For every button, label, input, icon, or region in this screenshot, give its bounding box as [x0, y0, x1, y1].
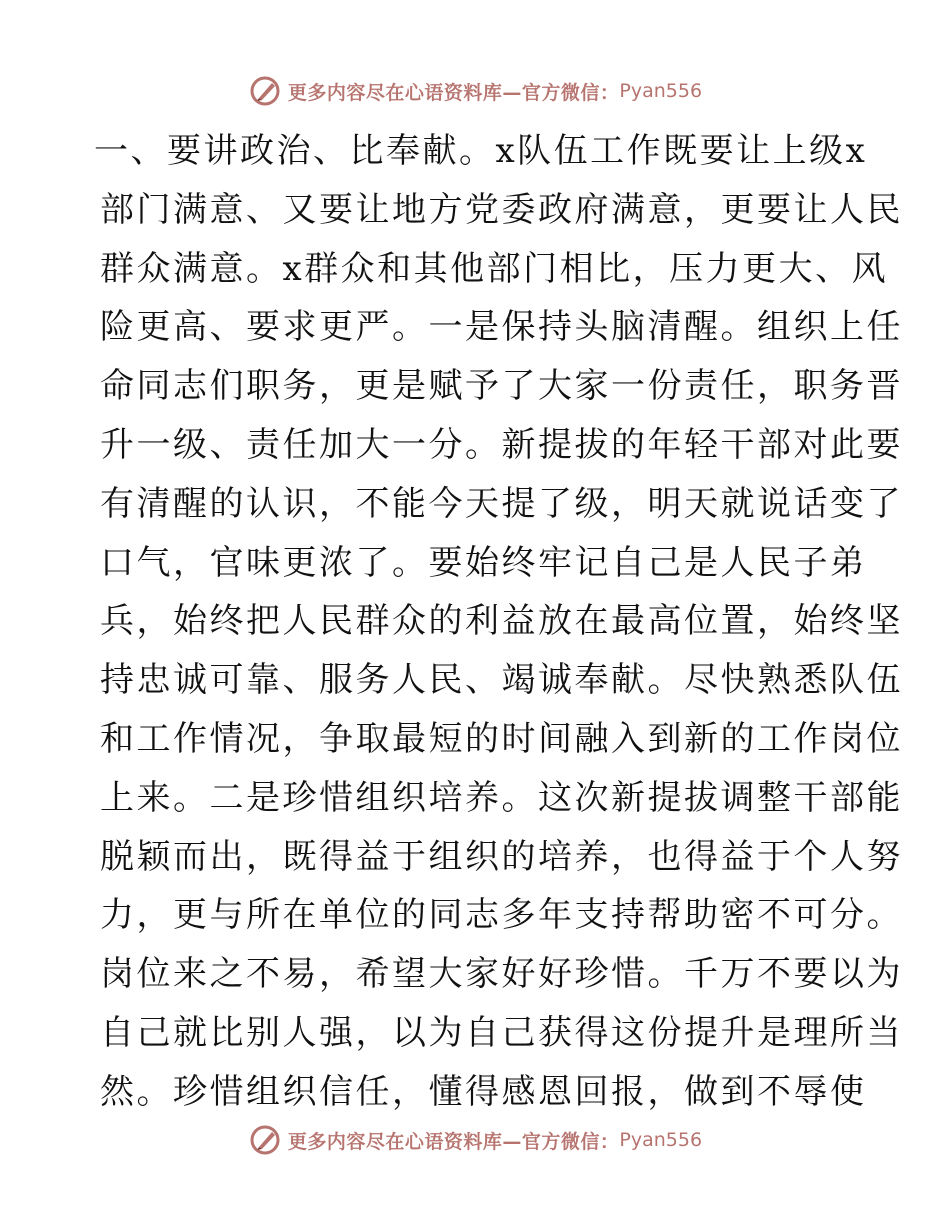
watermark-handle: Pyan556	[619, 1129, 703, 1151]
document-body	[94, 122, 903, 1122]
body-line: 群众满意。x群众和其他部门相比，压力更大、风	[100, 248, 889, 289]
body-line: 然。珍惜组织信任，懂得感恩回报，做到不辱使	[100, 1071, 867, 1112]
pen-logo-icon	[248, 1123, 282, 1157]
body-line: 升一级、责任加大一分。新提拔的年轻干部对此要	[100, 424, 903, 465]
watermark-handle: Pyan556	[619, 80, 703, 102]
body-line: 上来。二是珍惜组织培养。这次新提拔调整干部能	[100, 777, 903, 818]
body-line: 口气，官味更浓了。要始终牢记自己是人民子弟	[100, 542, 867, 583]
body-line: 部门满意、又要让地方党委政府满意，更要让人民	[100, 189, 903, 230]
footer-watermark	[0, 1120, 950, 1160]
pen-logo-icon	[248, 74, 282, 108]
body-line: 力，更与所在单位的同志多年支持帮助密不可分。	[100, 895, 903, 936]
watermark-text: 更多内容尽在心语资料库—官方微信：	[287, 81, 620, 104]
body-line: 险更高、要求更严。一是保持头脑清醒。组织上任	[100, 307, 903, 348]
body-line: 脱颖而出，既得益于组织的培养，也得益于个人努	[100, 836, 903, 877]
watermark-text: 更多内容尽在心语资料库—官方微信：	[287, 1130, 620, 1153]
body-line: 有清醒的认识，不能今天提了级，明天就说话变了	[100, 483, 903, 524]
body-line: 和工作情况，争取最短的时间融入到新的工作岗位	[100, 718, 903, 759]
body-line: 兵，始终把人民群众的利益放在最高位置，始终坚	[100, 601, 903, 642]
body-line: 自己就比别人强，以为自己获得这份提升是理所当	[100, 1012, 903, 1053]
body-line: 命同志们职务，更是赋予了大家一份责任，职务晋	[100, 366, 903, 407]
body-line: 岗位来之不易，希望大家好好珍惜。千万不要以为	[100, 954, 903, 995]
body-line: 持忠诚可靠、服务人民、竭诚奉献。尽快熟悉队伍	[100, 660, 903, 701]
body-line: 一、要讲政治、比奉献。x队伍工作既要让上级x	[94, 131, 868, 171]
header-watermark	[0, 71, 950, 111]
